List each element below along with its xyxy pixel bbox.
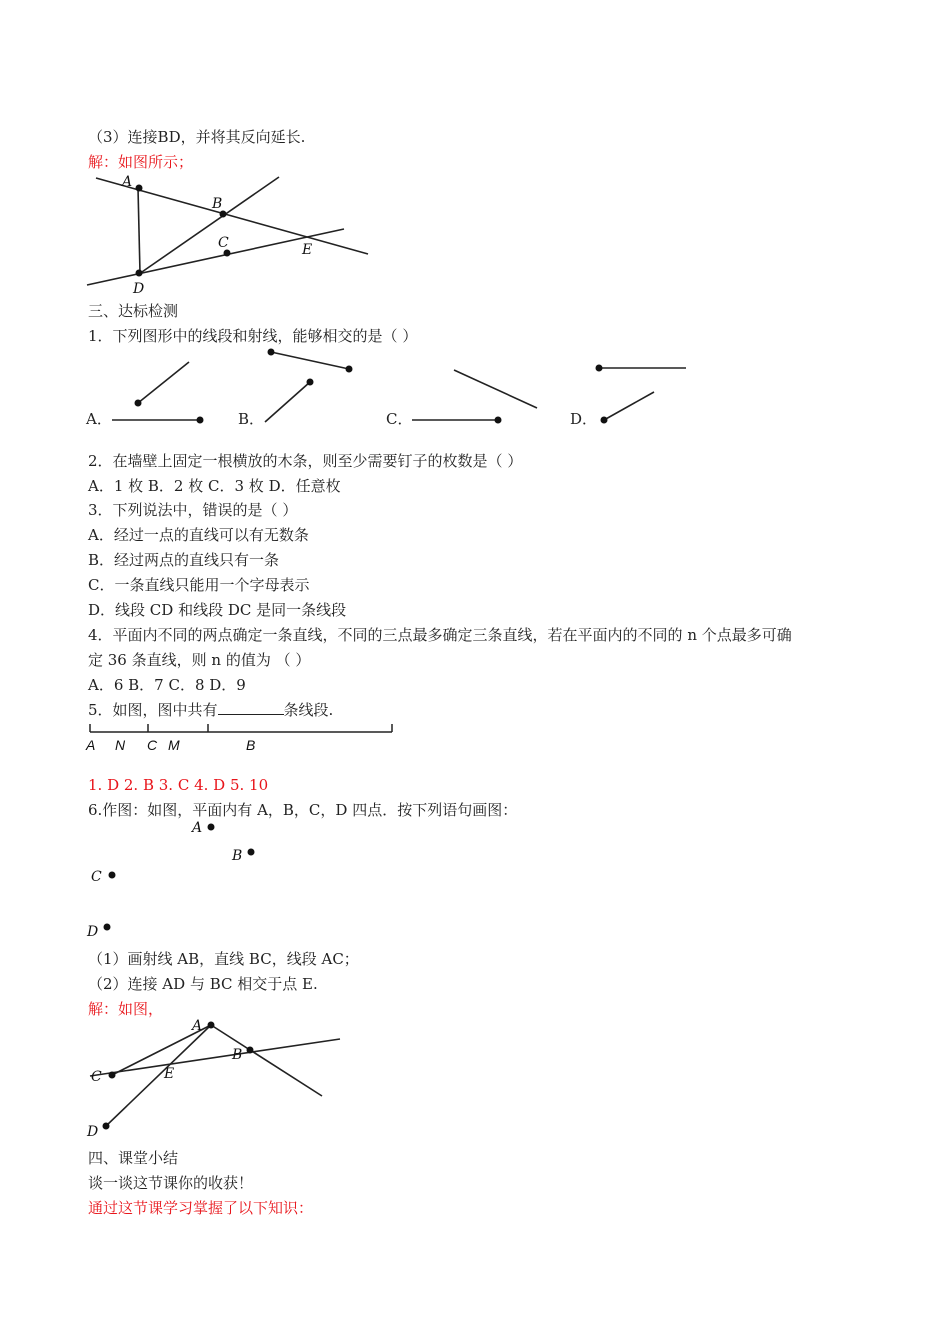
figure-bd-extension [82,172,382,297]
q3-option-d: D．线段 CD 和线段 DC 是同一条线段 [88,601,347,619]
q2-stem: 2．在墙壁上固定一根横放的木条，则至少需要钉子的枚数是（ ） [88,452,523,470]
section-4-title: 四、课堂小结 [88,1149,179,1167]
q5-stem [88,700,333,720]
answer-key: 1. D 2. B 3. C 4. D 5. 10 [88,776,269,794]
q5-label-c: C [147,737,158,753]
fig1-label-b: B [212,196,223,212]
q3-option-c: C．一条直线只能用一个字母表示 [88,576,310,594]
q1-option-a: A． [86,410,112,428]
q6-stem: 6.作图：如图，平面内有 A，B，C，D 四点．按下列语句画图： [88,801,518,819]
q6-label-c: C [91,869,102,885]
q6-label-d: D [87,924,99,940]
fig1-label-c: C [218,235,229,251]
q3-option-b: B．经过两点的直线只有一条 [88,551,280,569]
q1-stem: 1．下列图形中的线段和射线，能够相交的是（ ） [88,327,418,345]
q4-stem-line1: 4．平面内不同的两点确定一条直线，不同的三点最多确定三条直线，若在平面内的不同的 n 个点最多可确 [88,626,792,644]
summary-answer: 通过这节课学习掌握了以下知识： [88,1199,314,1217]
fig1-label-a: A [122,174,133,190]
q6-answer-label-e: E [164,1066,175,1082]
q5-segment-figure [84,718,404,758]
q1-options-figure [82,340,702,440]
q5-label-b: B [246,737,256,753]
q6-points-figure [82,818,282,943]
q5-label-n: N [115,737,126,753]
q3-construction-text: （3）连接BD，并将其反向延长. [88,128,306,146]
q4-options: A．6 B．7 C．8 D．9 [88,676,246,694]
q6-answer-text: 解：如图， [88,1000,164,1018]
q1-option-c: C． [386,410,413,428]
q2-options: A．1 枚 B．2 枚 C．3 枚 D．任意枚 [88,477,341,495]
section-3-title: 三、达标检测 [88,302,179,320]
q6-label-b: B [232,848,243,864]
q5-answer-blank [218,700,284,715]
q6-subquestion-2: （2）连接 AD 与 BC 相交于点 E. [88,975,318,993]
summary-prompt: 谈一谈这节课你的收获！ [88,1174,254,1192]
fig1-label-d: D [133,281,145,297]
q5-label-m: M [168,737,180,753]
q1-option-d: D． [570,410,598,428]
q6-subquestion-1: （1）画射线 AB，直线 BC，线段 AC； [88,950,359,968]
q5-label-a: A [86,737,96,753]
q1-option-b: B． [238,410,265,428]
q6-answer-label-b: B [232,1047,243,1063]
q5-stem-before: 5．如图，图中共有 [88,701,218,719]
q5-stem-after: 条线段. [283,701,334,719]
q6-answer-label-c: C [91,1069,102,1085]
q3-option-a: A．经过一点的直线可以有无数条 [88,526,309,544]
q3-answer-text: 解：如图所示； [88,153,194,171]
q6-label-a: A [192,820,203,836]
q6-answer-label-a: A [192,1018,203,1034]
fig1-label-e: E [302,242,313,258]
q3-stem: 3．下列说法中，错误的是（ ） [88,501,298,519]
q6-answer-figure [82,1014,352,1139]
q6-answer-label-d: D [87,1124,99,1140]
q4-stem-line2: 定 36 条直线，则 n 的值为 （ ） [88,651,311,669]
